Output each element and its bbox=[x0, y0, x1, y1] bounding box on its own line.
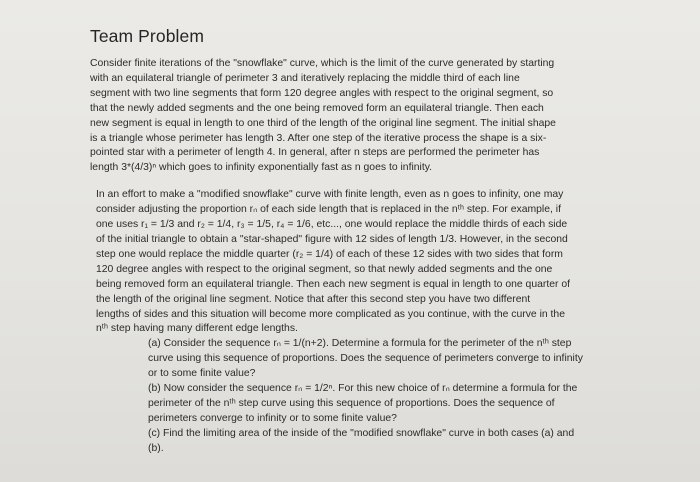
question-list bbox=[90, 337, 650, 456]
document-page bbox=[90, 26, 650, 457]
text-line: of the initial triangle to obtain a "star-shaped" figure with 12 sides of length 1/3. However, in the second bbox=[96, 233, 568, 245]
text-line: In an effort to make a "modified snowflake" curve with finite length, even as n goes to infinity, one may bbox=[96, 189, 564, 201]
question-b-line: (b) Now consider the sequence rₙ = 1/2ⁿ. For this new choice of rₙ determine a formula for the bbox=[148, 383, 578, 395]
question-a-line: curve using this sequence of proportions. Does the sequence of perimeters converge to infinity bbox=[148, 353, 583, 365]
text-line: nᵗʰ step having many different edge lengths. bbox=[96, 323, 298, 335]
text-line: step one would replace the middle quarter (r₂ = 1/4) of each of these 12 sides with two sides that form bbox=[96, 248, 563, 260]
text-line: is a triangle whose perimeter has length 3. After one step of the iterative process the shape is a six- bbox=[90, 132, 547, 144]
text-line: length 3*(4/3)ⁿ which goes to infinity exponentially fast as n goes to infinity. bbox=[90, 162, 433, 174]
question-a-line: (a) Consider the sequence rₙ = 1/(n+2). Determine a formula for the perimeter of the nᵗʰ step bbox=[148, 338, 572, 350]
paragraph-snowflake-intro bbox=[90, 57, 640, 176]
question-b-line: perimeters converge to infinity or to some finite value? bbox=[148, 412, 397, 424]
text-line: Consider finite iterations of the "snowflake" curve, which is the limit of the curve generated by starting bbox=[90, 58, 555, 69]
text-line: new segment is equal in length to one third of the length of the original line segment. The initial shape bbox=[90, 117, 556, 129]
text-line: one uses r₁ = 1/3 and r₂ = 1/4, r₃ = 1/5, r₄ = 1/6, etc..., one would replace the middle thirds of each side bbox=[96, 219, 568, 231]
text-line: with an equilateral triangle of perimeter 3 and iteratively replacing the middle third of each line bbox=[90, 72, 520, 84]
text-line: 120 degree angles with respect to the original segment, so that newly added segments and the one bbox=[96, 263, 553, 275]
question-c-line: (c) Find the limiting area of the inside of the "modified snowflake" curve in both cases (a) and bbox=[148, 427, 575, 439]
text-line: lengths of sides and this situation will become more complicated as you continue, with the curve in the bbox=[96, 308, 565, 320]
text-line: consider adjusting the proportion rₙ of each side length that is replaced in the nᵗʰ step. For example, if bbox=[96, 204, 561, 216]
question-b-line: perimeter of the nᵗʰ step curve using this sequence of proportions. Does the sequence of bbox=[148, 397, 555, 409]
text-line: being removed form an equilateral triangle. Then each new segment is equal in length to one quarter of bbox=[96, 278, 571, 290]
text-line: segment with two line segments that form 120 degree angles with respect to the original segment, so bbox=[90, 87, 554, 99]
question-a-line: or to some finite value? bbox=[148, 368, 256, 380]
question-c-line: (b). bbox=[148, 442, 164, 454]
text-line: that the newly added segments and the one being removed form an equilateral triangle. Then each bbox=[90, 102, 544, 114]
text-line: pointed star with a perimeter of length 4. In general, after n steps are performed the perimeter has bbox=[90, 147, 540, 159]
text-line: the length of the original line segment. Notice that after this second step you have two different bbox=[96, 293, 531, 305]
paragraph-modified-snowflake bbox=[90, 188, 650, 337]
page-title: Team Problem bbox=[90, 26, 205, 46]
